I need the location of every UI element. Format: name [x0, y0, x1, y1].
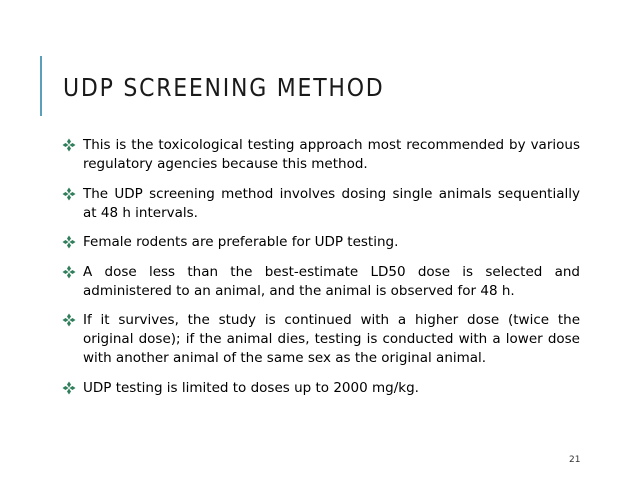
four-diamond-icon — [62, 235, 76, 249]
four-diamond-icon — [62, 138, 76, 152]
slide-title: UDP SCREENING METHOD — [63, 73, 385, 102]
four-diamond-icon — [62, 381, 76, 395]
bullet-item — [62, 311, 580, 368]
title-accent-bar — [40, 56, 42, 116]
bullet-item — [62, 185, 580, 223]
bullet-text: A dose less than the best-estimate LD50 dose is selected and administered to an animal, and the animal is observed for 48 h. — [83, 263, 580, 299]
bullet-item — [62, 136, 580, 174]
four-diamond-icon — [62, 313, 76, 327]
bullet-list — [62, 136, 580, 408]
four-diamond-icon — [62, 187, 76, 201]
bullet-item — [62, 233, 580, 252]
bullet-text: UDP testing is limited to doses up to 2000 mg/kg. — [83, 379, 419, 396]
page-number: 21 — [569, 455, 581, 465]
bullet-text: The UDP screening method involves dosing single animals sequentially at 48 h intervals. — [83, 185, 580, 221]
bullet-text: If it survives, the study is continued with a higher dose (twice the original dose); if the animal dies, testing is conducted with a lower dose with another animal of the same sex as the original animal. — [83, 312, 580, 366]
bullet-item — [62, 379, 580, 398]
bullet-text: This is the toxicological testing approach most recommended by various regulatory agencies because this method. — [83, 137, 580, 172]
bullet-item — [62, 263, 580, 301]
four-diamond-icon — [62, 265, 76, 279]
bullet-text: Female rodents are preferable for UDP testing. — [83, 234, 399, 250]
